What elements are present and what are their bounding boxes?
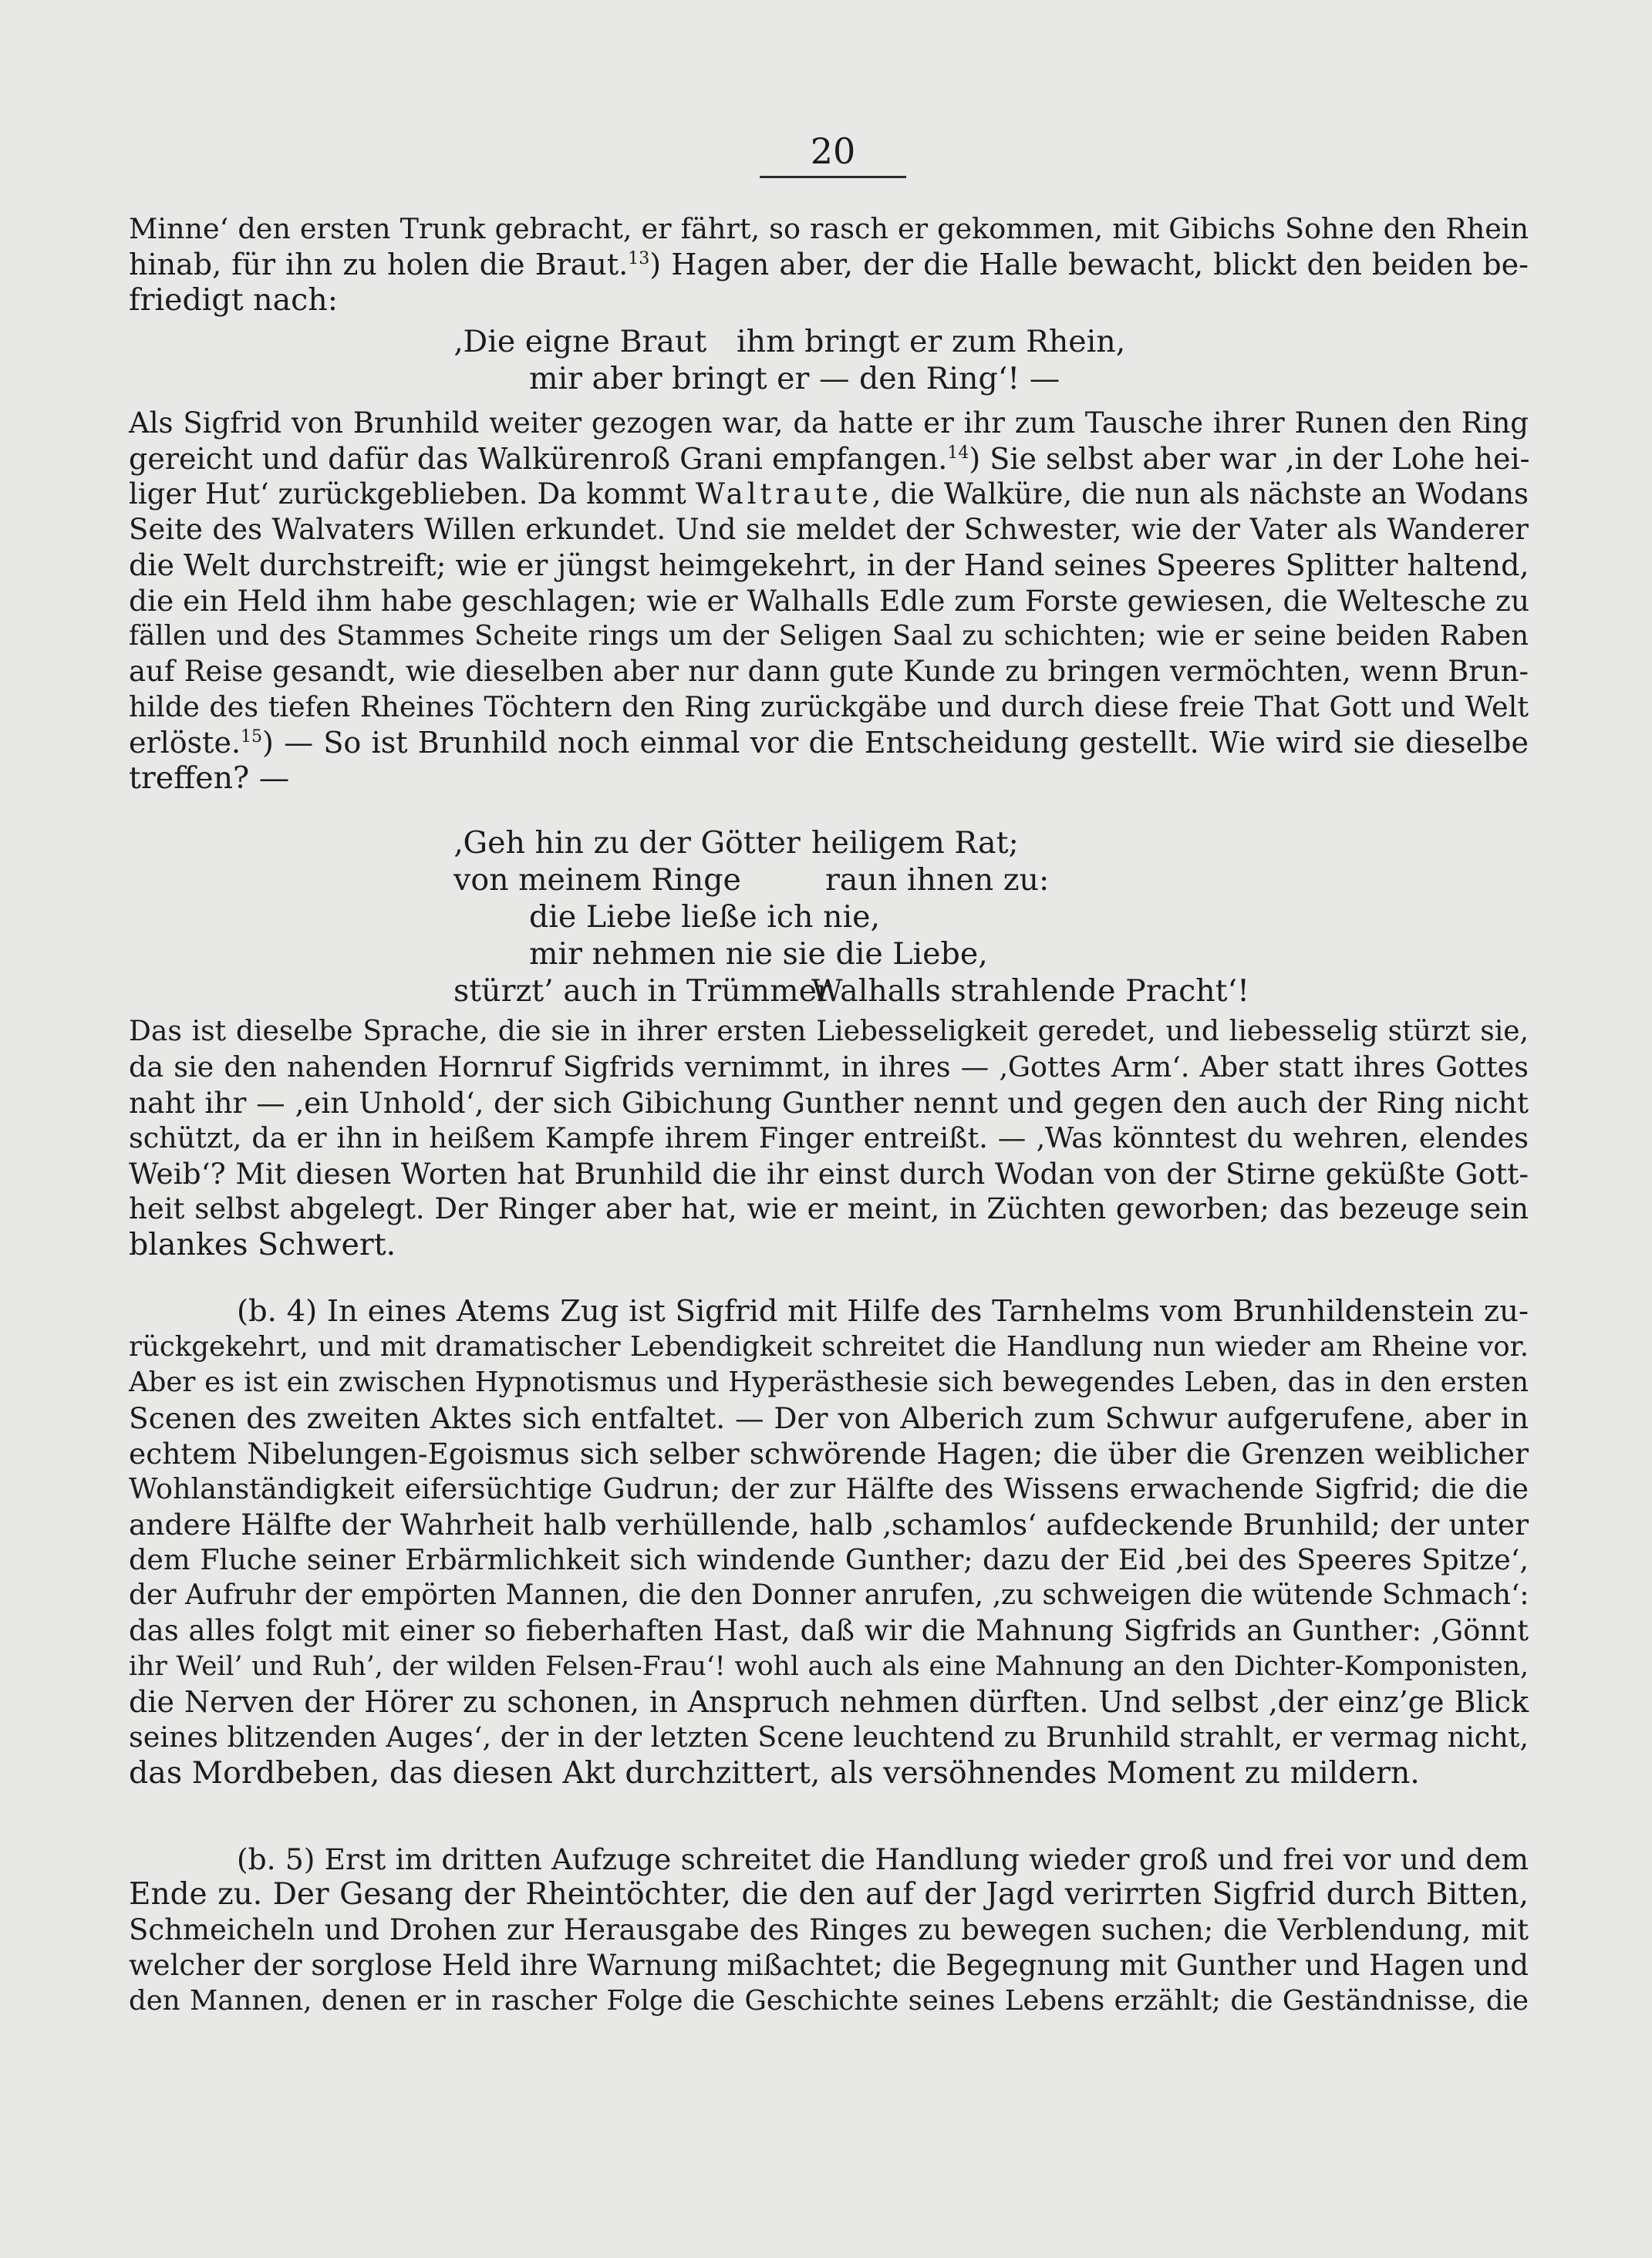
text-line: (b. 5) Erst im dritten Aufzuge schreitet die Handlung wieder groß und frei vor und dem [237,1842,1529,1876]
verse-line: ‚Geh hin zu der Götter [453,825,801,861]
text-line: Schmeicheln und Drohen zur Herausgabe des Ringes zu bewegen suchen; die Verblendung, mit [129,1913,1529,1946]
verse-line: Walhalls strahlende Pracht‘! [811,973,1249,1009]
verse-line: die Liebe ließe ich nie, [529,899,881,935]
verse-line: ‚Die eigne Braut [453,324,707,359]
paragraph [129,1014,1529,1262]
header-rule [760,176,906,178]
text-line: Als Sigfrid von Brunhild weiter gezogen war, da hatte er ihr zum Tausche ihrer Runen den Ring [129,406,1529,440]
text-line: treffen? — [129,760,290,796]
text-line: das alles folgt mit einer so fieberhaften Hast, daß wir die Mahnung Sigfrids an Gunther: ‚Gönnt [129,1614,1529,1647]
text-line: Minne‘ den ersten Trunk gebracht, er fährt, so rasch er gekommen, mit Gibichs Sohne den Rhein [129,212,1529,245]
text-line: seines blitzenden Auges‘, der in der letzten Scene leuchtend zu Brunhild strahlt, er vermag nicht, [129,1720,1529,1754]
text-line: fällen und des Stammes Scheite rings um der Seligen Saal zu schichten; wie er seine beiden Raben [129,620,1529,652]
spaced-name: Waltraute [695,477,872,511]
text-line: Seite des Walvaters Willen erkundet. Und sie meldet der Schwester, wie der Vater als Wanderer [129,513,1529,546]
paragraph-b4 [129,1294,1529,1791]
text-line: Das ist dieselbe Sprache, die sie in ihrer ersten Liebesseligkeit geredet, und liebesselig stürzt sie, [129,1016,1529,1047]
text-line: Aber es ist ein zwischen Hypnotismus und Hyperästhesie sich bewegendes Leben, das in den ersten [129,1367,1529,1398]
text-line: hilde des tiefen Rheines Töchtern den Ring zurückgäbe und durch diese freie That Gott und Welt [129,690,1529,723]
text-line: die Nerven der Hörer zu schonen, in Anspruch nehmen dürften. Und selbst ‚der einz’ge Blick [129,1685,1529,1719]
text-line: naht ihr — ‚ein Unhold‘, der sich Gibichung Gunther nennt und gegen den auch der Ring nicht [129,1086,1529,1120]
verse-line: mir nehmen nie sie die Liebe, [529,936,988,972]
text-line: die Welt durchstreift; wie er jüngst heimgekehrt, in der Hand seines Speeres Splitter haltend, [129,548,1529,582]
text-line: Ende zu. Der Gesang der Rheintöchter, die den auf der Jagd verirrten Sigfrid durch Bitten, [129,1877,1529,1912]
text-line: echtem Nibelungen-Egoismus sich selber schwörende Hagen; die über die Grenzen weiblicher [129,1437,1529,1471]
paragraph-continued [129,211,1529,318]
text-line: das Mordbeben, das diesen Akt durchzittert, als versöhnendes Moment zu mildern. [129,1755,1420,1791]
text-line: Weib‘? Mit diesen Worten hat Brunhild die ihr einst durch Wodan von der Stirne geküßte Gott- [129,1157,1529,1191]
verse-line: stürzt’ auch in Trümmer [453,973,831,1009]
text-line: Scenen des zweiten Aktes sich entfaltet. — Der von Alberich zum Schwur aufgerufene, aber in [129,1401,1529,1435]
text-line: heit selbst abgelegt. Der Ringer aber hat, wie er meint, in Züchten geworben; das bezeuge sein [129,1192,1529,1225]
text-line: erlöste.$^{15}$) — So ist Brunhild noch einmal vor die Entscheidung gestellt. Wie wird sie dieselbe [129,726,1529,760]
text-line: den Mannen, denen er in rascher Folge die Geschichte seines Lebens erzählt; die Geständnisse, die [129,1985,1529,2017]
verse-line: ihm bringt er zum Rhein, [737,324,1126,359]
text-line: schützt, da er ihn in heißem Kampfe ihrem Finger entreißt. — ‚Was könntest du wehren, elendes [129,1121,1529,1154]
text-line: friedigt nach: [129,282,339,318]
footnote-ref: 13 [628,249,650,268]
text-line: da sie den nahenden Hornruf Sigfrids vernimmt, in ihres — ‚Gottes Arm‘. Aber statt ihres Gottes [129,1050,1529,1084]
verse-line: mir aber bringt er — den Ring‘! — [529,361,1060,396]
footnote-ref: 15 [241,727,263,746]
text-line: (b. 4) In eines Atems Zug ist Sigfrid mit Hilfe des Tarnhelms vom Brunhildenstein zu- [237,1294,1529,1329]
verse-line: von meinem Ringe [453,862,741,898]
text-line: rückgekehrt, und mit dramatischer Lebendigkeit schreitet die Handlung nun wieder am Rheine vor. [129,1331,1529,1363]
paragraph-b5 [129,1842,1529,2019]
paragraph [129,406,1529,796]
text-line: auf Reise gesandt, wie dieselben aber nur dann gute Kunde zu bringen vermöchten, wenn Brun- [129,655,1529,688]
text-line: welcher der sorglose Held ihre Warnung mißachtet; die Begegnung mit Gunther und Hagen und [129,1949,1529,1982]
text-line: der Aufruhr der empörten Mannen, die den Donner anrufen, ‚zu schweigen die wütende Schmach‘: [129,1579,1529,1611]
text-line: dem Fluche seiner Erbärmlichkeit sich windende Gunther; dazu der Eid ‚bei des Speeres Spitze‘, [129,1543,1529,1576]
footnote-ref: 14 [947,443,969,463]
text-line: die ein Held ihm habe geschlagen; wie er Walhalls Edle zum Forste gewiesen, die Weltesche zu [129,584,1529,618]
text-line: gereicht und dafür das Walkürenroß Grani empfangen.$^{14}$) Sie selbst aber war ‚in der Lohe hei- [129,442,1530,476]
text-line: hinab, für ihn zu holen die Braut.$^{13}$) Hagen aber, der die Halle bewacht, blickt den beiden be- [129,248,1529,281]
text-line: liger Hut‘ zurückgeblieben. Da kommt Waltraute, die Walküre, die nun als nächste an Wodans [129,477,1529,511]
verse-line: raun ihnen zu: [825,862,1050,898]
text-line: blankes Schwert. [129,1227,396,1262]
text-line: Wohlanständigkeit eifersüchtige Gudrun; der zur Hälfte des Wissens erwachende Sigfrid; die die [129,1472,1529,1505]
text-line: ihr Weil’ und Ruh’, der wilden Felsen-Frau‘! wohl auch als eine Mahnung an den Dichter-Komponisten, [129,1651,1529,1682]
page-number: 20 [810,130,856,172]
verse-line: heiligem Rat; [811,825,1019,861]
text-line: andere Hälfte der Wahrheit halb verhüllende, halb ‚schamlos‘ aufdeckende Brunhild; der unter [129,1508,1529,1542]
